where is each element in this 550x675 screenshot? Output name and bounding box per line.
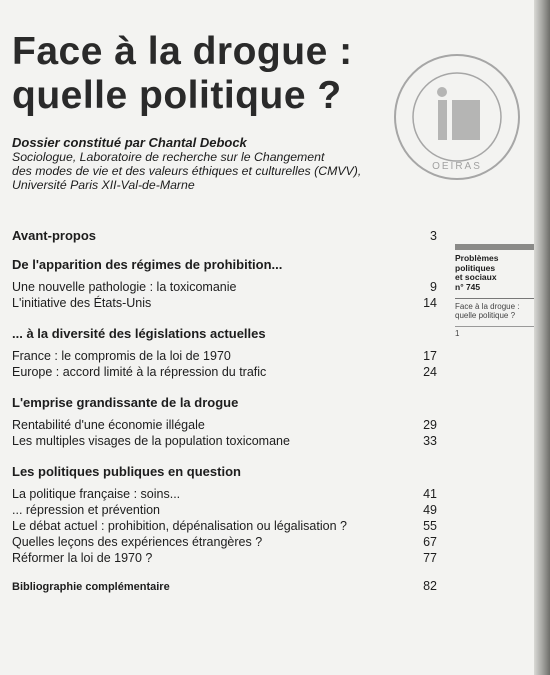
toc-page-number: 41 xyxy=(423,487,437,501)
affiliation-line: Université Paris XII-Val-de-Marne xyxy=(12,178,195,192)
toc-entry xyxy=(12,418,437,432)
toc-section-heading xyxy=(12,395,437,410)
author-line: Dossier constitué par Chantal Debock xyxy=(12,135,247,150)
toc-page-number: 3 xyxy=(430,229,437,243)
toc-section-heading xyxy=(12,326,437,341)
toc-page-number: 17 xyxy=(423,349,437,363)
toc-text: De l'apparition des régimes de prohibition... xyxy=(12,257,283,272)
toc-entry xyxy=(12,434,437,448)
toc-text: Avant-propos xyxy=(12,228,97,243)
sidebar-divider xyxy=(455,298,545,299)
toc-page-number: 55 xyxy=(423,519,437,533)
toc-entry xyxy=(12,503,437,517)
toc-text: ... répression et prévention xyxy=(12,503,160,517)
toc-page-number: 29 xyxy=(423,418,437,432)
toc-page-number: 77 xyxy=(423,551,437,565)
sidebar-page-number: 1 xyxy=(455,329,460,338)
table-of-contents xyxy=(12,228,437,593)
series-name xyxy=(455,254,545,292)
toc-text: Réformer la loi de 1970 ? xyxy=(12,551,153,565)
toc-entry xyxy=(12,487,437,501)
sidebar-bar xyxy=(455,244,545,250)
toc-section-heading xyxy=(12,228,437,243)
toc-text: L'emprise grandissante de la drogue xyxy=(12,395,239,410)
toc-text: La politique française : soins... xyxy=(12,487,181,501)
toc-text: Les politiques publiques en question xyxy=(12,464,241,479)
toc-entry xyxy=(12,349,437,363)
toc-section-heading xyxy=(12,579,437,593)
series-line: politiques xyxy=(455,262,496,273)
toc-page-number: 67 xyxy=(423,535,437,549)
toc-page-number: 9 xyxy=(430,280,437,294)
issue-title-line: Face à la drogue : xyxy=(455,302,520,311)
toc-page-number: 14 xyxy=(423,296,437,310)
toc-text: Europe : accord limité à la répression du trafic xyxy=(12,365,267,379)
toc-text: Bibliographie complémentaire xyxy=(12,581,170,593)
toc-text: Les multiples visages de la population toxicomane xyxy=(12,434,290,448)
author-block xyxy=(12,135,412,192)
sidebar-issue-title xyxy=(455,302,545,320)
series-line: et sociaux xyxy=(455,272,497,282)
affiliation-line: Sociologue, Laboratoire de recherche sur le Changement xyxy=(12,150,325,164)
series-line: Problèmes xyxy=(455,253,499,263)
series-line: n° 745 xyxy=(455,281,481,292)
toc-entry xyxy=(12,296,437,310)
toc-page-number: 82 xyxy=(423,579,437,593)
toc-page-number: 24 xyxy=(423,365,437,379)
document-title xyxy=(12,30,353,118)
toc-text: Le débat actuel : prohibition, dépénalisation ou légalisation ? xyxy=(12,519,347,533)
sidebar-divider xyxy=(455,326,545,327)
toc-text: Quelles leçons des expériences étrangères ? xyxy=(12,535,263,549)
book-spine-edge xyxy=(534,0,550,675)
toc-text: Rentabilité d'une économie illégale xyxy=(12,418,205,432)
title-line-2: quelle politique ? xyxy=(12,74,342,117)
toc-entry xyxy=(12,280,437,294)
issue-title-line: quelle politique ? xyxy=(455,311,516,320)
stamp-bottom-text: OEIRAS xyxy=(432,161,482,172)
toc-section-heading xyxy=(12,257,437,272)
toc-entry xyxy=(12,535,437,549)
toc-page-number: 49 xyxy=(423,503,437,517)
toc-section-heading xyxy=(12,464,437,479)
title-line-1: Face à la drogue : xyxy=(12,30,353,73)
sidebar-box xyxy=(455,244,545,338)
toc-entry xyxy=(12,551,437,565)
toc-entry xyxy=(12,365,437,379)
toc-entry xyxy=(12,519,437,533)
toc-text: Une nouvelle pathologie : la toxicomanie xyxy=(12,280,237,294)
toc-text: ... à la diversité des législations actuelles xyxy=(12,326,266,341)
affiliation-line: des modes de vie et des valeurs éthiques et culturelles (CMVV), xyxy=(12,164,362,178)
toc-text: France : le compromis de la loi de 1970 xyxy=(12,349,231,363)
toc-page-number: 33 xyxy=(423,434,437,448)
toc-text: L'initiative des États-Unis xyxy=(12,296,152,310)
